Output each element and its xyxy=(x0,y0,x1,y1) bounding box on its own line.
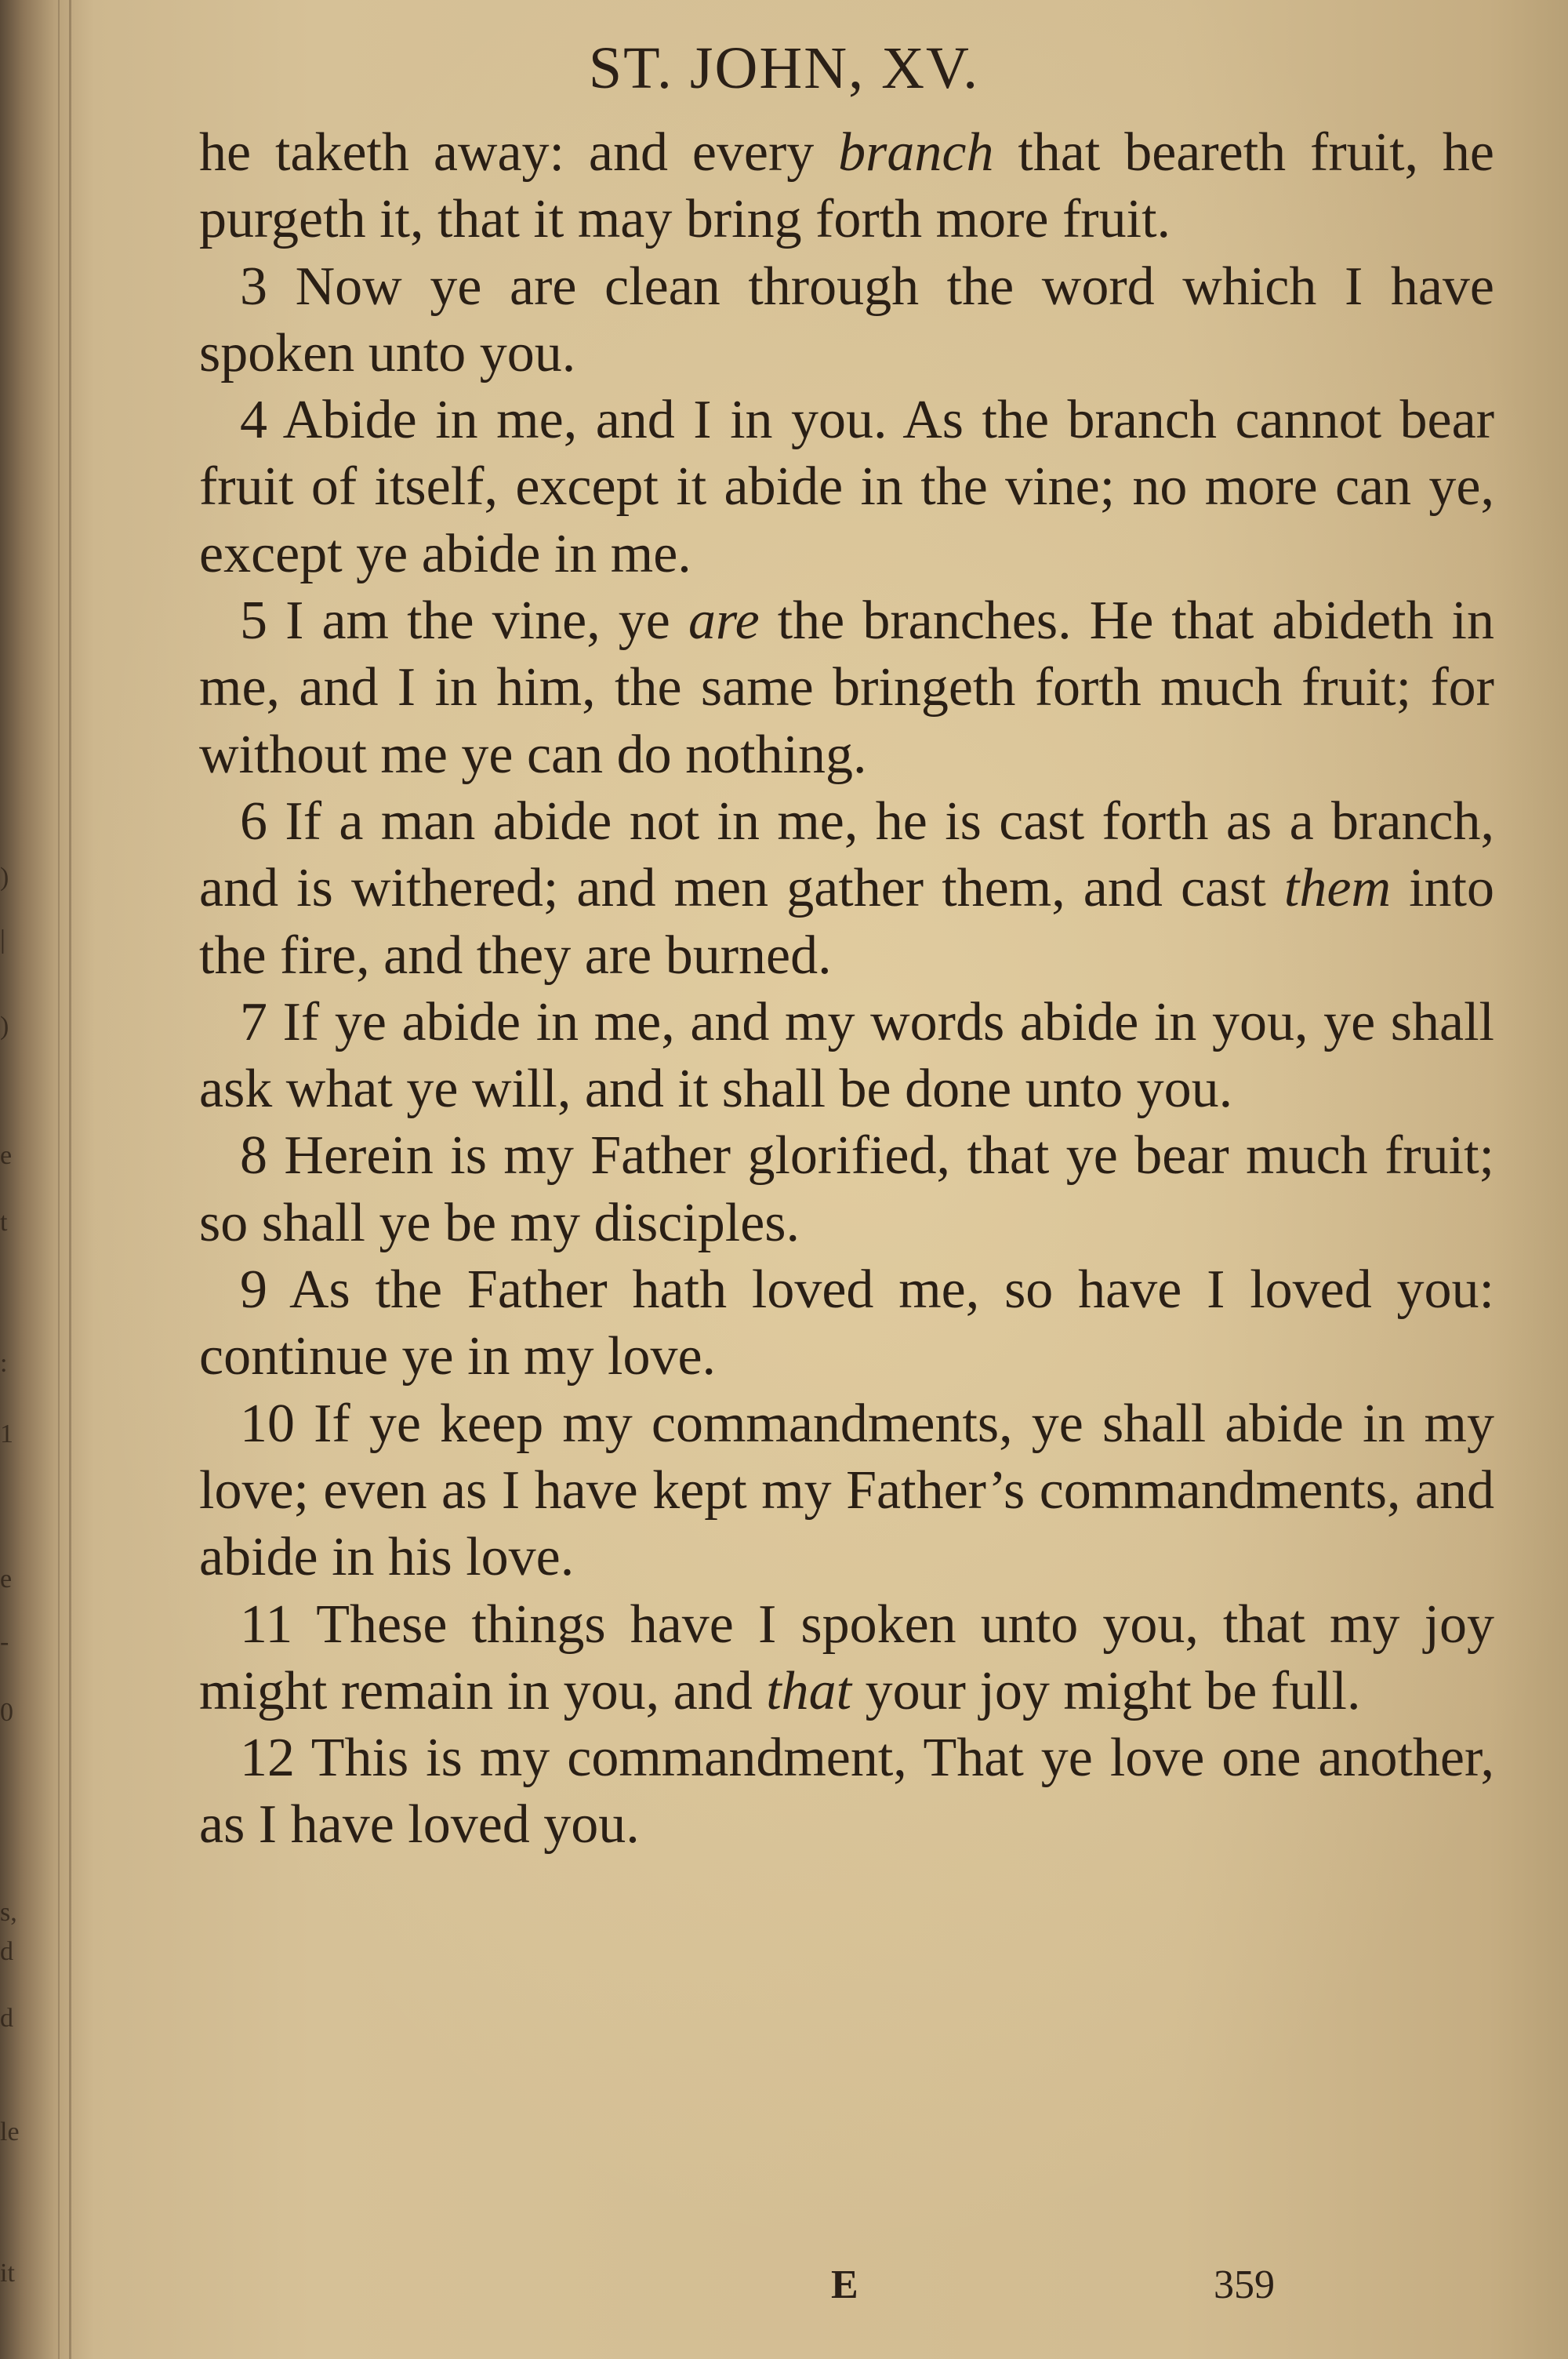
verse-5 xyxy=(199,587,1494,788)
bleed-glyph: e xyxy=(0,1565,13,1594)
verse-4 xyxy=(199,387,1494,587)
gutter-shadow xyxy=(58,0,60,2359)
verse-8 xyxy=(199,1122,1494,1256)
verse-number: 9 xyxy=(240,1259,267,1321)
verse-number: 11 xyxy=(240,1594,293,1655)
bleed-glyph: 1 xyxy=(0,1419,13,1448)
bleed-glyph: t xyxy=(0,1208,8,1237)
italic-supplied-word: them xyxy=(1283,858,1391,919)
bleed-glyph: ) xyxy=(0,1012,9,1041)
verse-3 xyxy=(199,253,1494,387)
bleed-glyph: | xyxy=(0,925,5,954)
verse-text: into the fire, and they are burned. xyxy=(199,858,1495,986)
verse-7 xyxy=(199,989,1494,1123)
verse-text: Now ye are clean through the word which I have spoken unto you. xyxy=(199,256,1495,383)
verse-11 xyxy=(199,1591,1494,1725)
gutter-shadow-inner xyxy=(69,0,71,2359)
verse-text: that beareth fruit, he purgeth it, that it may bring forth more fruit. xyxy=(199,122,1494,250)
bleed-glyph: d xyxy=(0,2004,13,2033)
verse-text: As the Father hath loved me, so have I loved you: continue ye in my love. xyxy=(199,1259,1494,1387)
verse-number: 6 xyxy=(240,791,267,852)
italic-supplied-word: that xyxy=(766,1660,852,1721)
verse-9 xyxy=(199,1256,1494,1390)
verse-text: This is my commandment, That ye love one another, as I have loved you. xyxy=(199,1728,1494,1856)
bleed-glyph: it xyxy=(0,2259,15,2288)
italic-supplied-word: branch xyxy=(838,122,994,183)
verse-text: If ye abide in me, and my words abide in you, ye shall ask what ye will, and it shall be done unto you. xyxy=(199,991,1494,1120)
verse-12 xyxy=(199,1725,1494,1859)
verse-number: 10 xyxy=(240,1393,295,1454)
verse-text: I am the vine, ye xyxy=(285,591,688,652)
verse-number: 12 xyxy=(240,1728,295,1789)
verse-number: 3 xyxy=(240,256,267,317)
bleed-glyph: d xyxy=(0,1937,13,1966)
bleed-glyph: - xyxy=(0,1627,9,1656)
verse-text: the branches. He that abideth in me, and I in him, the same bringeth forth much fruit; for without me ye can do nothing. xyxy=(199,591,1494,785)
running-head: ST. JOHN, XV. xyxy=(588,35,980,101)
verse-text: Herein is my Father glorified, that ye bear much fruit; so shall ye be my disciples. xyxy=(199,1125,1495,1253)
verse-text: your joy might be full. xyxy=(851,1660,1361,1721)
bleed-glyph: 0 xyxy=(0,1698,13,1727)
bleed-glyph: le xyxy=(0,2117,20,2146)
bleed-glyph: : xyxy=(0,1349,8,1378)
signature-mark: E xyxy=(831,2263,858,2307)
bleed-glyph: e xyxy=(0,1141,13,1170)
verse-10 xyxy=(199,1390,1494,1591)
bleed-glyph: ) xyxy=(0,863,9,892)
verse-continuation xyxy=(199,119,1494,253)
verse-text: If a man abide not in me, he is cast forth as a branch, and is withered; and men gather them, and cast xyxy=(199,791,1495,919)
scripture-text xyxy=(199,119,1494,1859)
verse-text: he taketh away: and every xyxy=(199,122,839,183)
verse-number: 4 xyxy=(240,390,267,451)
verse-text: Abide in me, and I in you. As the branch cannot bear fruit of itself, except it abide in the vine; no more can ye, except ye abide in me. xyxy=(199,390,1495,584)
verse-number: 7 xyxy=(240,991,267,1052)
verse-number: 5 xyxy=(240,591,267,652)
verse-number: 8 xyxy=(240,1125,267,1187)
verse-text: These things have I spoken unto you, that my joy might remain in you, and xyxy=(199,1594,1494,1721)
italic-supplied-word: are xyxy=(688,591,760,652)
verse-6 xyxy=(199,788,1494,989)
page-number: 359 xyxy=(1214,2263,1275,2307)
verse-text: If ye keep my commandments, ye shall abide in my love; even as I have kept my Father’s commandments, and abide in his love. xyxy=(199,1393,1495,1588)
bleed-glyph: s, xyxy=(0,1898,17,1927)
